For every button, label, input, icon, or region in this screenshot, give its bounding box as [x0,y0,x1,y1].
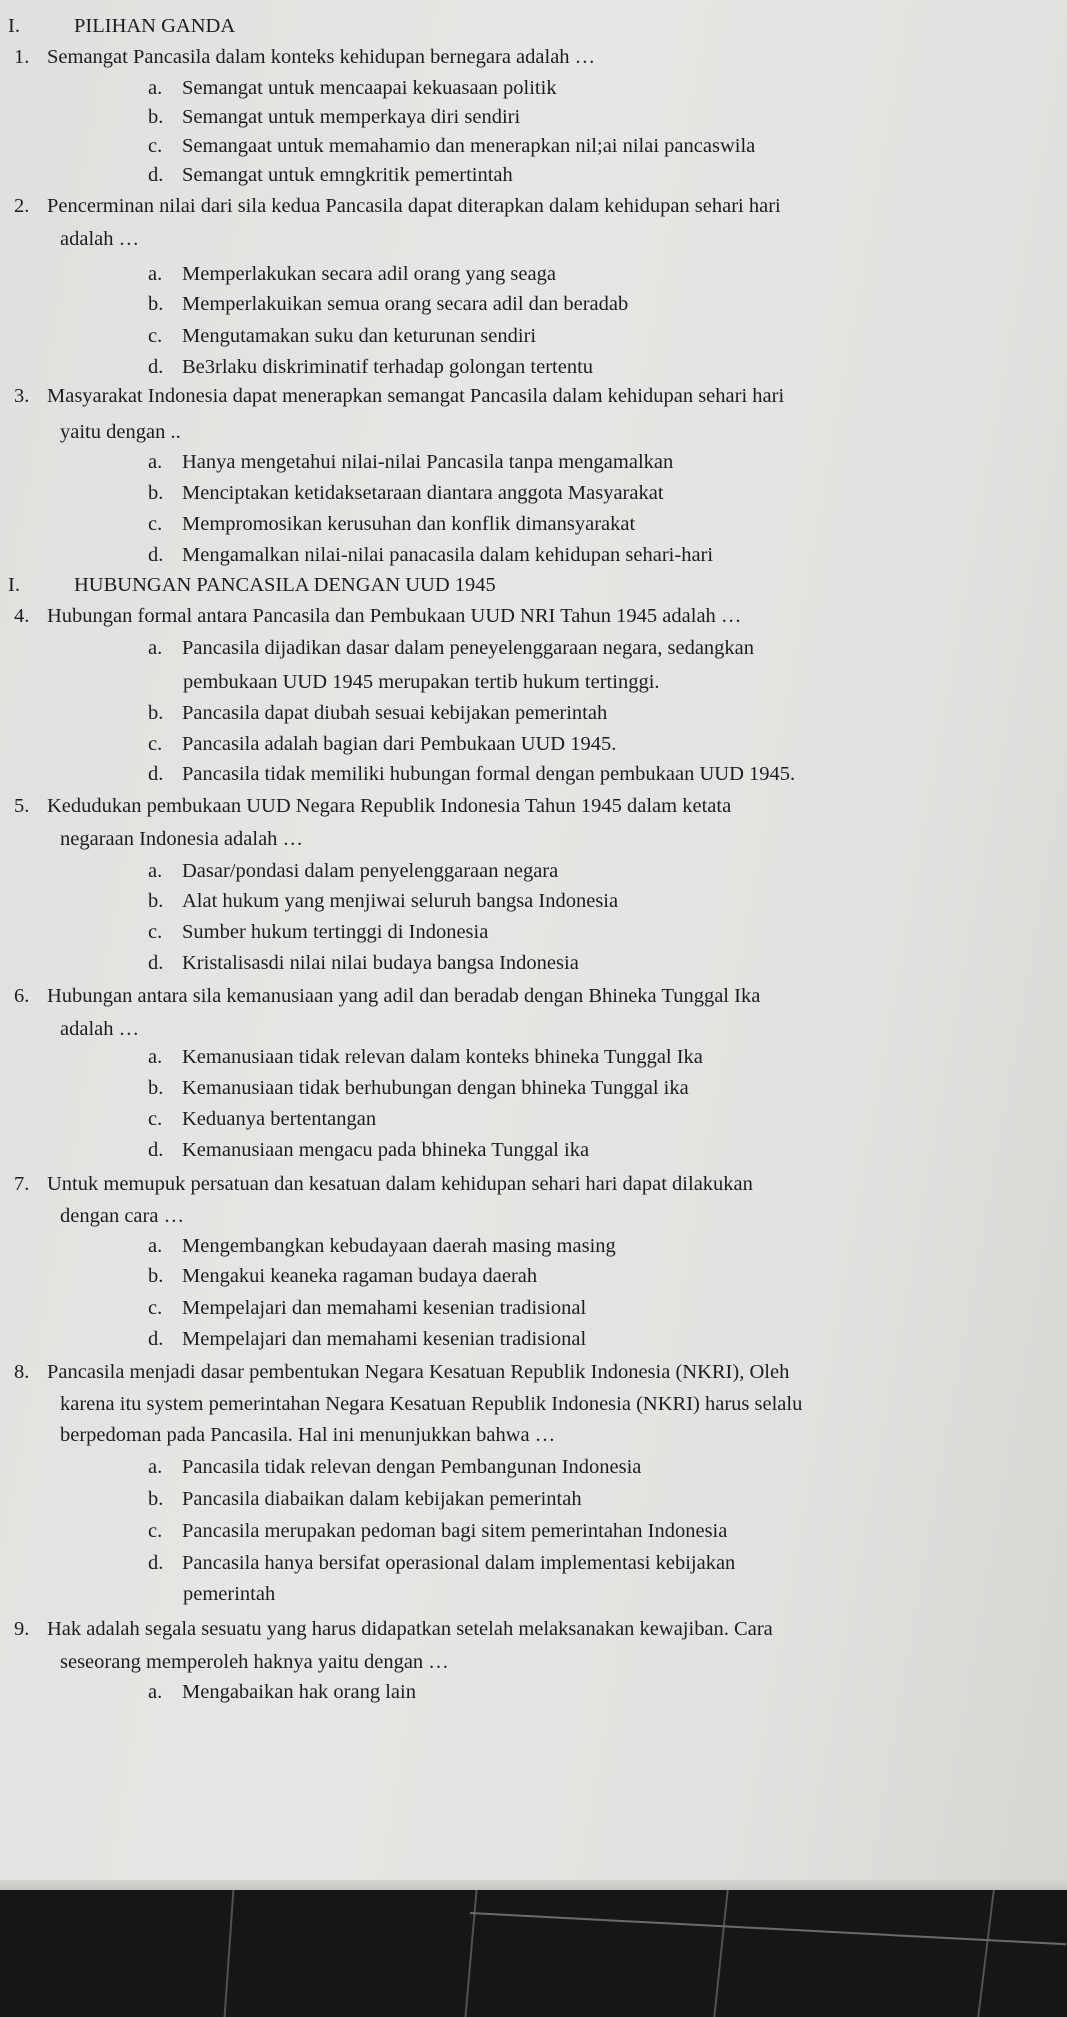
question-2: 2. Pencerminan nilai dari sila kedua Pancasila dapat diterapkan dalam kehidupan sehari hari [14,195,781,217]
q5-option-b: b. Alat hukum yang menjiwai seluruh bangsa Indonesia [148,890,619,912]
q3-option-b: b. Menciptakan ketidaksetaraan diantara anggota Masyarakat [148,482,664,504]
q8-option-d: d. Pancasila hanya bersifat operasional dalam implementasi kebijakan [148,1552,736,1574]
q7-option-a: a. Mengembangkan kebudayaan daerah masing masing [148,1235,616,1257]
q4-option-b: b. Pancasila dapat diubah sesuai kebijakan pemerintah [148,702,608,724]
question-7: 7. Untuk memupuk persatuan dan kesatuan dalam kehidupan sehari hari dapat dilakukan [14,1173,753,1195]
q4-option-a: a. Pancasila dijadikan dasar dalam peneyelenggaraan negara, sedangkan [148,637,755,659]
q6-option-a: a. Kemanusiaan tidak relevan dalam konteks bhineka Tunggal Ika [148,1046,703,1068]
q5-option-d: d. Kristalisasdi nilai nilai budaya bangsa Indonesia [148,952,579,974]
q8-option-b: b. Pancasila diabaikan dalam kebijakan pemerintah [148,1488,582,1510]
q2-option-a: a. Memperlakukan secara adil orang yang seaga [148,263,556,285]
q7-option-c: c. Mempelajari dan memahami kesenian tradisional [148,1297,587,1319]
question-3-continuation: yaitu dengan .. [60,421,181,443]
question-8: 8. Pancasila menjadi dasar pembentukan Negara Kesatuan Republik Indonesia (NKRI), Oleh [14,1361,790,1383]
q4-option-c: c. Pancasila adalah bagian dari Pembukaan UUD 1945. [148,733,617,755]
question-9-continuation: seseorang memperoleh haknya yaitu dengan … [60,1651,449,1673]
question-6: 6. Hubungan antara sila kemanusiaan yang adil dan beradab dengan Bhineka Tunggal Ika [14,985,761,1007]
q9-option-a: a. Mengabaikan hak orang lain [148,1681,416,1703]
section-heading: I. PILIHAN GANDA [8,15,236,37]
question-8-continuation: karena itu system pemerintahan Negara Kesatuan Republik Indonesia (NKRI) harus selalu [60,1393,803,1415]
q5-option-c: c. Sumber hukum tertinggi di Indonesia [148,921,489,943]
q1-option-a: a. Semangat untuk mencaapai kekuasaan politik [148,77,557,99]
q1-option-b: b. Semangat untuk memperkaya diri sendiri [148,106,521,128]
wooden-floor [0,1890,1067,2017]
q6-option-b: b. Kemanusiaan tidak berhubungan dengan bhineka Tunggal ika [148,1077,689,1099]
q2-option-c: c. Mengutamakan suku dan keturunan sendiri [148,325,537,347]
q7-option-b: b. Mengakui keaneka ragaman budaya daerah [148,1265,538,1287]
q5-option-a: a. Dasar/pondasi dalam penyelenggaraan negara [148,860,559,882]
q8-option-a: a. Pancasila tidak relevan dengan Pembangunan Indonesia [148,1456,642,1478]
question-5-continuation: negaraan Indonesia adalah … [60,828,304,850]
q4-option-a-continuation: pembukaan UUD 1945 merupakan tertib hukum tertinggi. [183,671,660,693]
question-9: 9. Hak adalah segala sesuatu yang harus didapatkan setelah melaksanakan kewajiban. Cara [14,1618,773,1640]
question-7-continuation: dengan cara … [60,1205,185,1227]
question-5: 5. Kedudukan pembukaan UUD Negara Republik Indonesia Tahun 1945 dalam ketata [14,795,732,817]
q3-option-d: d. Mengamalkan nilai-nilai panacasila dalam kehidupan sehari-hari [148,544,714,566]
q3-option-a: a. Hanya mengetahui nilai-nilai Pancasila tanpa mengamalkan [148,451,674,473]
question-6-continuation: adalah … [60,1018,140,1040]
q7-option-d: d. Mempelajari dan memahami kesenian tradisional [148,1328,587,1350]
q4-option-d: d. Pancasila tidak memiliki hubungan formal dengan pembukaan UUD 1945. [148,763,796,785]
question-4: 4. Hubungan formal antara Pancasila dan Pembukaan UUD NRI Tahun 1945 adalah … [14,605,742,627]
q8-option-c: c. Pancasila merupakan pedoman bagi sitem pemerintahan Indonesia [148,1520,728,1542]
q1-option-c: c. Semangaat untuk memahamio dan menerapkan nil;ai nilai pancaswila [148,135,756,157]
q2-option-b: b. Memperlakuikan semua orang secara adil dan beradab [148,293,629,315]
question-1: 1. Semangat Pancasila dalam konteks kehidupan bernegara adalah … [14,46,596,68]
question-2-continuation: adalah … [60,228,140,250]
q3-option-c: c. Mempromosikan kerusuhan dan konflik dimansyarakat [148,513,636,535]
question-3: 3. Masyarakat Indonesia dapat menerapkan semangat Pancasila dalam kehidupan sehari hari [14,385,785,407]
q6-option-c: c. Keduanya bertentangan [148,1108,377,1130]
q2-option-d: d. Be3rlaku diskriminatif terhadap golongan tertentu [148,356,594,378]
q1-option-d: d. Semangat untuk emngkritik pemertintah [148,164,513,186]
q8-option-d-continuation: pemerintah [183,1583,276,1605]
q6-option-d: d. Kemanusiaan mengacu pada bhineka Tunggal ika [148,1139,590,1161]
section-heading: I. HUBUNGAN PANCASILA DENGAN UUD 1945 [8,574,496,596]
question-8-continuation: berpedoman pada Pancasila. Hal ini menunjukkan bahwa … [60,1424,556,1446]
